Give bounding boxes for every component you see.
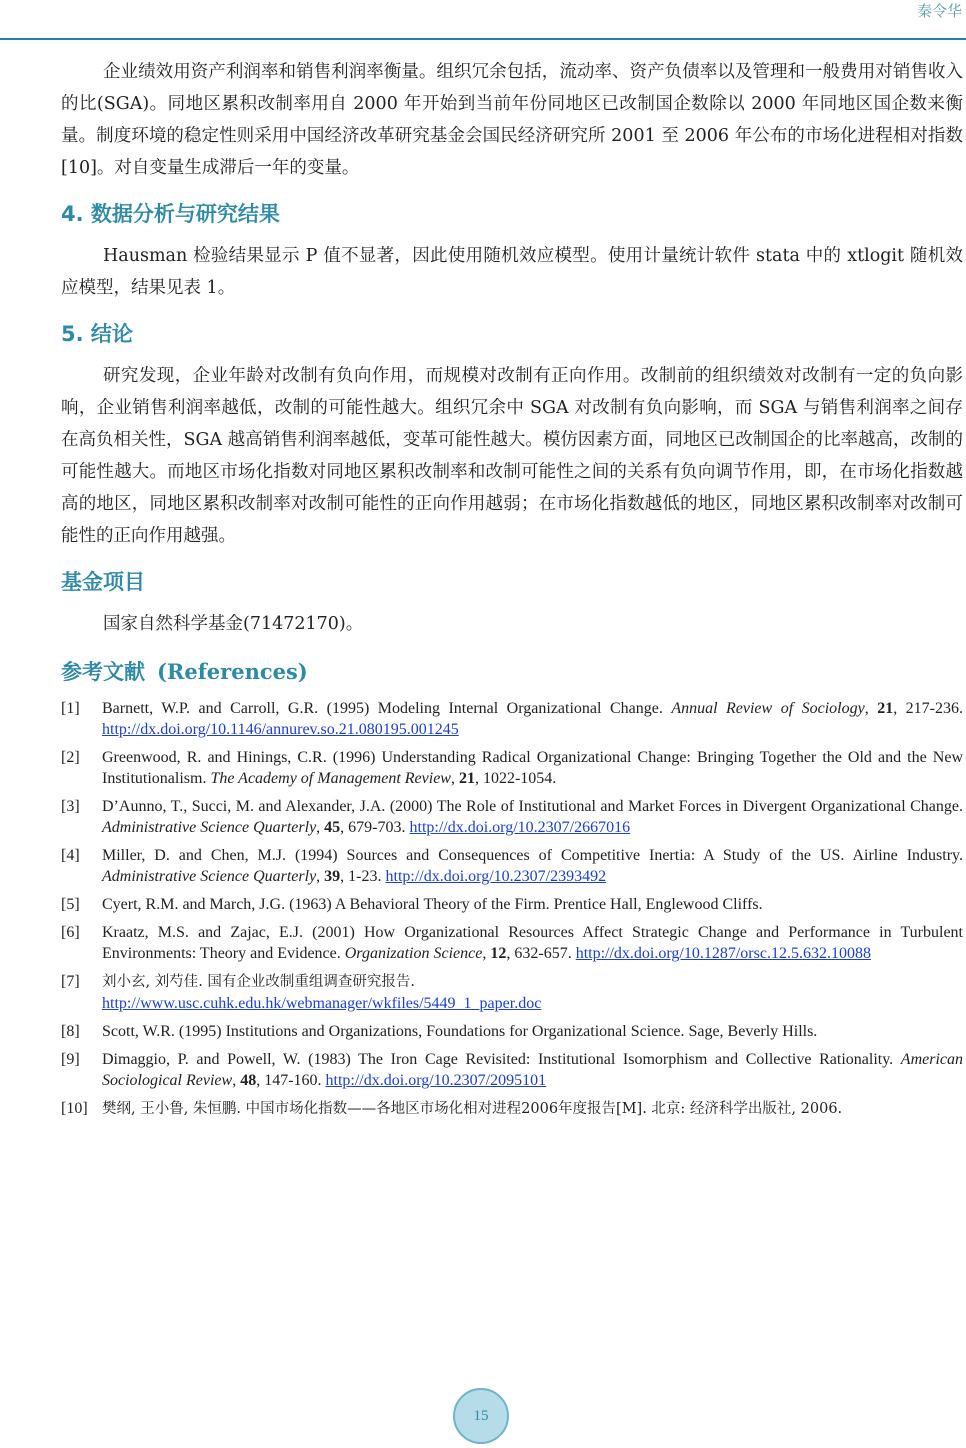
section-4-paragraph: Hausman 检验结果显示 P 值不显著，因此使用随机效应模型。使用计量统计软件 stata 中的 xtlogit 随机效应模型，结果见表 1。 <box>61 246 963 298</box>
reference-number: [2] <box>61 749 80 766</box>
references-title-cn: 参考文献 <box>61 660 145 684</box>
reference-number: [8] <box>61 1023 80 1040</box>
section-4-title: 4. 数据分析与研究结果 <box>61 202 280 226</box>
reference-text: Barnett, W.P. and Carroll, G.R. (1995) Modeling Internal Organizational Change. <box>102 700 672 717</box>
reference-volume: 45 <box>324 819 341 836</box>
reference-number: [3] <box>61 798 80 815</box>
reference-text: Cyert, R.M. and March, J.G. (1963) A Behavioral Theory of the Firm. Prentice Hall, Englewood Cliffs. <box>102 896 763 913</box>
reference-pages: , 1022-1054. <box>474 770 557 787</box>
reference-item <box>61 698 963 740</box>
reference-text: Miller, D. and Chen, M.J. (1994) Sources and Consequences of Competitive Inertia: A Study of the US. Airline Industry. <box>102 847 963 864</box>
funding-paragraph: 国家自然科学基金(71472170)。 <box>103 614 364 634</box>
reference-pages: , 679-703. <box>340 819 410 836</box>
reference-item <box>61 1021 963 1042</box>
reference-doi-link[interactable]: http://dx.doi.org/10.2307/2393492 <box>385 868 607 885</box>
reference-doi-link[interactable]: http://www.usc.cuhk.edu.hk/webmanager/wkfiles/5449_1_paper.doc <box>102 995 542 1012</box>
reference-body <box>102 1021 963 1042</box>
reference-body <box>102 845 963 887</box>
reference-text: Dimaggio, P. and Powell, W. (1983) The Iron Cage Revisited: Institutional Isomorphism and Collective Rationality. <box>102 1051 901 1068</box>
reference-body <box>102 796 963 838</box>
reference-pages: , 217-236. <box>893 700 964 717</box>
reference-journal: The Academy of Management Review <box>210 770 451 787</box>
reference-text: 樊纲, 王小鲁, 朱恒鹏. 中国市场化指数——各地区市场化相对进程2006年度报告[M]. 北京: 经济科学出版社, 2006. <box>102 1101 843 1117</box>
reference-number: [1] <box>61 700 80 717</box>
reference-journal: Administrative Science Quarterly <box>102 819 317 836</box>
reference-item <box>61 1049 963 1091</box>
reference-number: [9] <box>61 1051 80 1068</box>
reference-volume: 39 <box>324 868 341 885</box>
reference-text: Kraatz, M.S. and Zajac, E.J. (2001) How Organizational Resources Affect Strategic Change and Performance in Turbulent Environments: Theory and Evidence. <box>102 924 963 962</box>
reference-doi-link[interactable]: http://dx.doi.org/10.1146/annurev.so.21.080195.001245 <box>102 721 459 738</box>
reference-item <box>61 1098 963 1120</box>
reference-separator: , <box>864 700 878 717</box>
reference-item <box>61 747 963 789</box>
page-content <box>61 56 963 1127</box>
reference-doi-link[interactable]: http://dx.doi.org/10.2307/2667016 <box>409 819 631 836</box>
intro-paragraph: 企业绩效用资产利润率和销售利润率衡量。组织冗余包括，流动率、资产负债率以及管理和一般费用对销售收入的比(SGA)。同地区累积改制率用自 2000 年开始到当前年份同地区已改制国企数除以 2000 年同地区国企数来衡量。制度环境的稳定性则采用中国经济改革研究基金会国民经济研究所 2001 至 2006 年公布的市场化进程相对指数[10]。对自变量生成滞后一年的变量。 <box>61 62 963 178</box>
reference-number: [6] <box>61 924 80 941</box>
reference-text: D’Aunno, T., Succi, M. and Alexander, J.A. (2000) The Role of Institutional and Market Forces in Divergent Organizational Change. <box>102 798 963 815</box>
reference-body <box>102 971 963 1014</box>
reference-item <box>61 922 963 964</box>
reference-item <box>61 894 963 915</box>
reference-volume: 21 <box>458 770 475 787</box>
header-author: 秦令华 <box>916 2 962 20</box>
reference-volume: 12 <box>490 945 507 962</box>
reference-text: Scott, W.R. (1995) Institutions and Organizations, Foundations for Organizational Science. Sage, Beverly Hills. <box>102 1023 818 1040</box>
reference-number: [7] <box>61 973 80 990</box>
reference-separator: , <box>450 770 459 787</box>
reference-number: [5] <box>61 896 80 913</box>
reference-doi-link[interactable]: http://dx.doi.org/10.1287/orsc.12.5.632.10088 <box>575 945 871 962</box>
section-5-paragraph: 研究发现，企业年龄对改制有负向作用，而规模对改制有正向作用。改制前的组织绩效对改制有一定的负向影响，企业销售利润率越低，改制的可能性越大。组织冗余中 SGA 对改制有负向影响，而 SGA 与销售利润率之间存在高负相关性，SGA 越高销售利润率越低，变革可能性越大。模仿因素方面，同地区已改制国企的比率越高，改制的可能性越大。而地区市场化指数对同地区累积改制率和改制可能性之间的关系有负向调节作用，即，在市场化指数越高的地区，同地区累积改制率对改制可能性的正向作用越弱；在市场化指数越低的地区，同地区累积改制率对改制可能性的正向作用越强。 <box>61 366 963 546</box>
reference-volume: 48 <box>240 1072 257 1089</box>
reference-item <box>61 845 963 887</box>
reference-list <box>61 698 963 1120</box>
reference-body <box>102 1098 963 1120</box>
reference-separator: , <box>316 819 325 836</box>
reference-journal: Administrative Science Quarterly <box>102 868 317 885</box>
reference-item <box>61 971 963 1014</box>
reference-text: 刘小玄, 刘芍佳. 国有企业改制重组调查研究报告. <box>102 974 416 990</box>
reference-doi-link[interactable]: http://dx.doi.org/10.2307/2095101 <box>325 1072 547 1089</box>
reference-journal: Annual Review of Sociology <box>671 700 865 717</box>
section-5-title: 5. 结论 <box>61 322 133 346</box>
reference-pages: , 147-160. <box>256 1072 326 1089</box>
page-number: 15 <box>453 1388 509 1444</box>
reference-pages: , 1-23. <box>340 868 386 885</box>
reference-separator: , <box>232 1072 241 1089</box>
reference-body <box>102 698 963 740</box>
reference-number: [10] <box>61 1100 88 1117</box>
references-title-en: (References) <box>157 659 308 684</box>
reference-body <box>102 1049 963 1091</box>
reference-separator: , <box>482 945 491 962</box>
reference-item <box>61 796 963 838</box>
reference-body <box>102 747 963 789</box>
references-title <box>61 656 963 686</box>
funding-title: 基金项目 <box>61 570 145 594</box>
reference-body <box>102 922 963 964</box>
reference-pages: , 632-657. <box>506 945 576 962</box>
reference-body <box>102 894 963 915</box>
reference-separator: , <box>316 868 325 885</box>
reference-journal: American Sociological Review <box>102 1051 963 1089</box>
reference-number: [4] <box>61 847 80 864</box>
reference-journal: Organization Science <box>344 945 483 962</box>
reference-volume: 21 <box>877 700 894 717</box>
reference-text: Greenwood, R. and Hinings, C.R. (1996) Understanding Radical Organizational Change: Bringing Together the Old and the New Institutionalism. <box>102 749 963 787</box>
header-rule <box>0 38 966 40</box>
